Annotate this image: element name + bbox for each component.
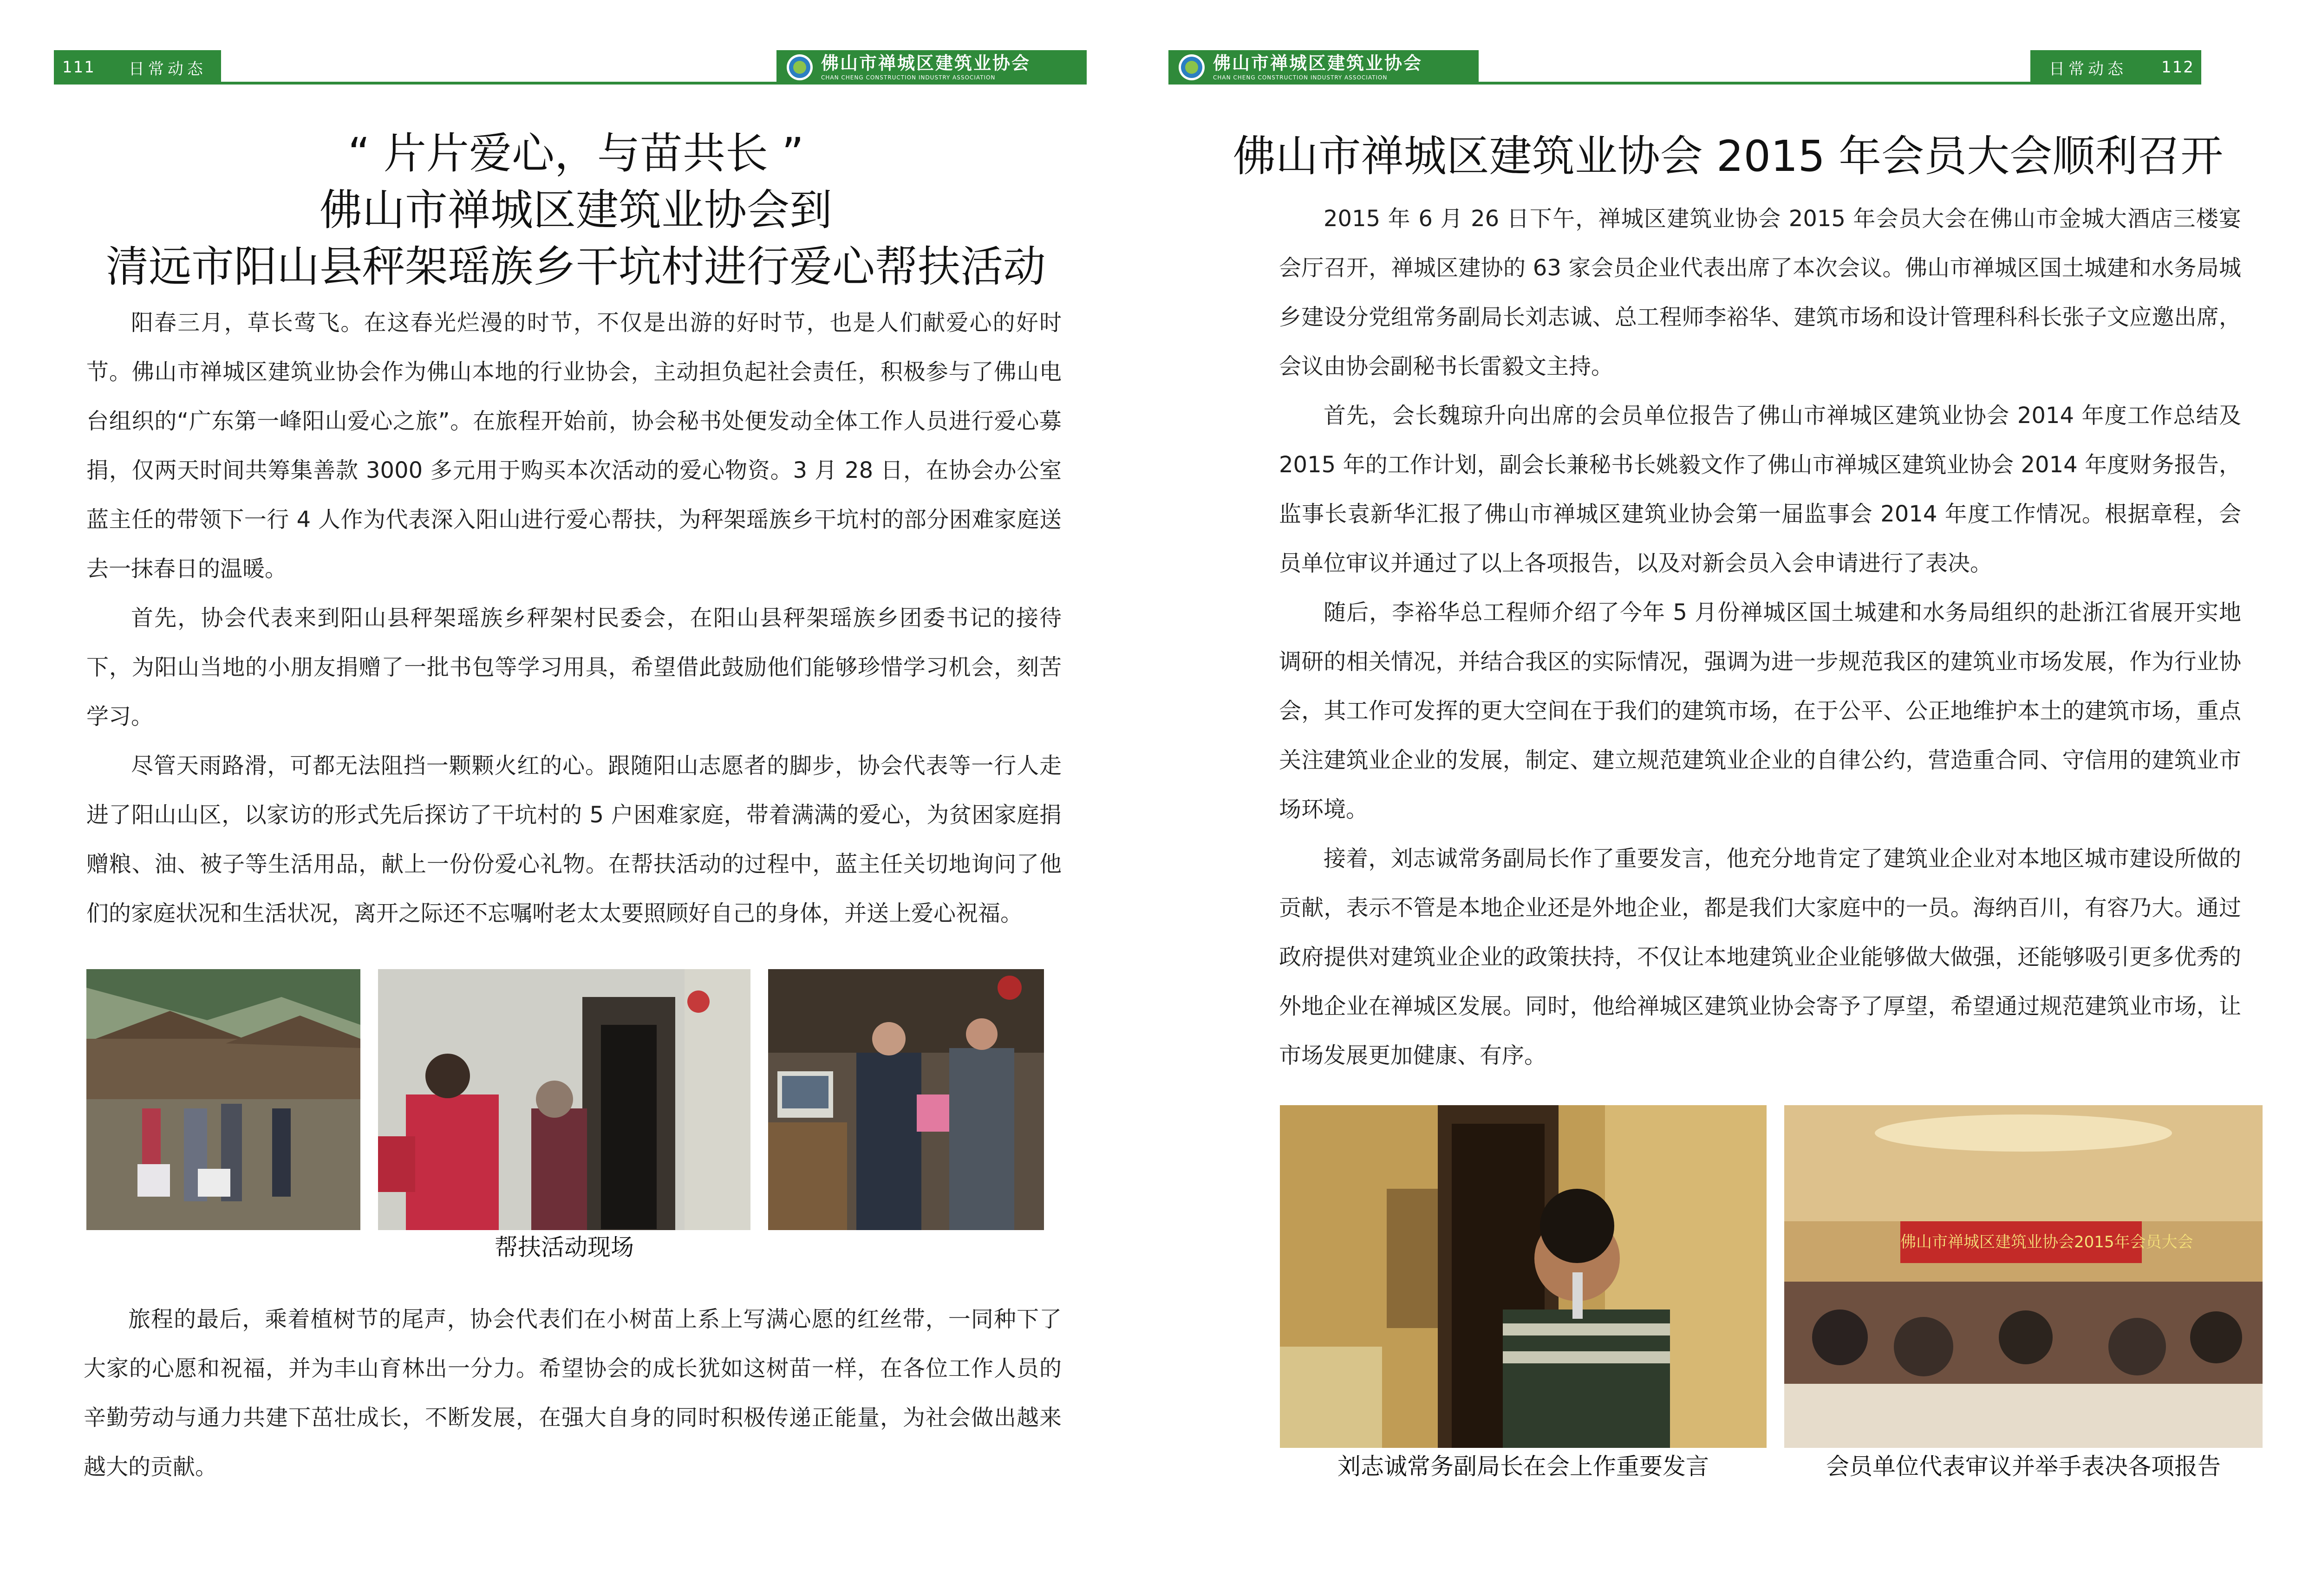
photo-home-visit xyxy=(378,969,750,1230)
article-title xyxy=(1224,128,2232,185)
section-label: 日常动态 xyxy=(128,59,207,78)
paragraph: 随后，李裕华总工程师介绍了今年 5 月份禅城区国土城建和水务局组织的赴浙江省展开实地调研的相关情况，并结合我区的实际情况，强调为进一步规范我区的建筑业市场发展，作为行业协会，其工作可发挥的更大空间在于我们的建筑市场，在于公平、公正地维护本土的建筑市场，重点关注建筑业企业的发展，制定、建立规范建筑业企业的自律公约，营造重合同、守信用的建筑业市场环境。 xyxy=(1279,599,2241,822)
article-body xyxy=(86,298,1062,938)
logo-name-cn: 佛山市禅城区建筑业协会 xyxy=(1213,53,1423,73)
section-label: 日常动态 xyxy=(2049,59,2127,78)
association-logo xyxy=(776,50,1087,85)
article-title xyxy=(65,125,1087,295)
logo-name-en: CHAN CHENG CONSTRUCTION INDUSTRY ASSOCIATION xyxy=(1213,74,1388,81)
title-line: 清远市阳山县秤架瑶族乡干坑村进行爱心帮扶活动 xyxy=(105,242,1046,292)
photo-speech xyxy=(1280,1105,1767,1448)
logo-name-en: CHAN CHENG CONSTRUCTION INDUSTRY ASSOCIATION xyxy=(821,74,996,81)
paragraph: 尽管天雨路滑，可都无法阻挡一颗颗火红的心。跟随阳山志愿者的脚步，协会代表等一行人走进了阳山山区，以家访的形式先后探访了干坑村的 5 户困难家庭，带着满满的爱心，为贫困家庭捐赠粮、油、被子等生活用品，献上一份份爱心礼物。在帮扶活动的过程中，蓝主任关切地询问了他们的家庭状况和生活状况，离开之际还不忘嘱咐老太太要照顾好自己的身体，并送上爱心祝福。 xyxy=(86,753,1062,926)
article-body xyxy=(1279,194,2241,1080)
section-tab xyxy=(54,50,221,85)
photo-caption: 刘志诚常务副局长在会上作重要发言 xyxy=(1337,1453,1709,1480)
paragraph: 阳春三月，草长莺飞。在这春光烂漫的时节，不仅是出游的好时节，也是人们献爱心的好时节。佛山市禅城区建筑业协会作为佛山本地的行业协会，主动担负起社会责任，积极参与了佛山电台组织的“广东第一峰阳山爱心之旅”。在旅程开始前，协会秘书处便发动全体工作人员进行爱心募捐，仅两天时间共筹集善款 3000 多元用于购买本次活动的爱心物资。3 月 28 日，在协会办公室蓝主任的带领下一行 4 人作为代表深入阳山进行爱心帮扶，为秤架瑶族乡干坑村的部分困难家庭送去一抹春日的温暖。 xyxy=(86,310,1062,582)
logo-name-cn: 佛山市禅城区建筑业协会 xyxy=(821,53,1031,73)
closing-text xyxy=(84,1295,1062,1492)
section-tab xyxy=(2030,50,2201,85)
page-number: 112 xyxy=(2161,58,2194,77)
banner-text: 佛山市禅城区建筑业协会2015年会员大会 xyxy=(1900,1233,2193,1251)
right-page xyxy=(1168,0,2322,1596)
photo-caption: 会员单位代表审议并举手表决各项报告 xyxy=(1826,1453,2221,1480)
paragraph: 旅程的最后，乘着植树节的尾声，协会代表们在小树苗上系上写满心愿的红丝带，一同种下了大家的心愿和祝福，并为丰山育林出一分力。希望协会的成长犹如这树苗一样，在各位工作人员的辛勤劳动与通力共建下茁壮成长，不断发展，在强大自身的同时积极传递正能量，为社会做出越来越大的贡献。 xyxy=(84,1306,1062,1480)
photo-assembly-vote xyxy=(1784,1105,2263,1448)
logo-icon xyxy=(1179,54,1205,80)
photo-caption: 帮扶活动现场 xyxy=(495,1234,634,1261)
paragraph: 2015 年 6 月 26 日下午，禅城区建筑业协会 2015 年会员大会在佛山市金城大酒店三楼宴会厅召开，禅城区建协的 63 家会员企业代表出席了本次会议。佛山市禅城区国土城建和水务局城乡建设分党组常务副局长刘志诚、总工程师李裕华、建筑市场和设计管理科科长张子文应邀出席，会议由协会副秘书长雷毅文主持。 xyxy=(1279,206,2241,379)
paragraph: 首先，协会代表来到阳山县秤架瑶族乡秤架村民委会，在阳山县秤架瑶族乡团委书记的接待下，为阳山当地的小朋友捐赠了一批书包等学习用具，希望借此鼓励他们能够珍惜学习机会，刻苦学习。 xyxy=(86,605,1062,730)
paragraph: 首先，会长魏琼升向出席的会员单位报告了佛山市禅城区建筑业协会 2014 年度工作总结及 2015 年的工作计划，副会长兼秘书长姚毅文作了佛山市禅城区建筑业协会 2014 年度财务报告，监事长袁新华汇报了佛山市禅城区建筑业协会第一届监事会 2014 年度工作情况。根据章程，会员单位审议并通过了以上各项报告，以及对新会员入会申请进行了表决。 xyxy=(1279,403,2241,576)
photo-village-visit xyxy=(86,969,360,1230)
title-line: “ 片片爱心，与苗共长 ” xyxy=(348,129,804,178)
logo-icon xyxy=(787,54,813,80)
right-header xyxy=(1168,50,2201,85)
left-header xyxy=(54,50,1087,85)
title-line: 佛山市禅城区建筑业协会 2015 年会员大会顺利召开 xyxy=(1233,131,2224,181)
paragraph: 接着，刘志诚常务副局长作了重要发言，他充分地肯定了建筑业企业对本地区城市建设所做的贡献，表示不管是本地企业还是外地企业，都是我们大家庭中的一员。海纳百川，有容乃大。通过政府提供对建筑业企业的政策扶持，不仅让本地建筑业企业能够做大做强，还能够吸引更多优秀的外地企业在禅城区发展。同时，他给禅城区建筑业协会寄予了厚望，希望通过规范建筑业市场，让市场发展更加健康、有序。 xyxy=(1279,846,2241,1068)
photo-donation xyxy=(768,969,1044,1230)
page-number: 111 xyxy=(62,58,95,77)
association-logo xyxy=(1168,50,1479,85)
title-line: 佛山市禅城区建筑业协会到 xyxy=(319,185,832,235)
